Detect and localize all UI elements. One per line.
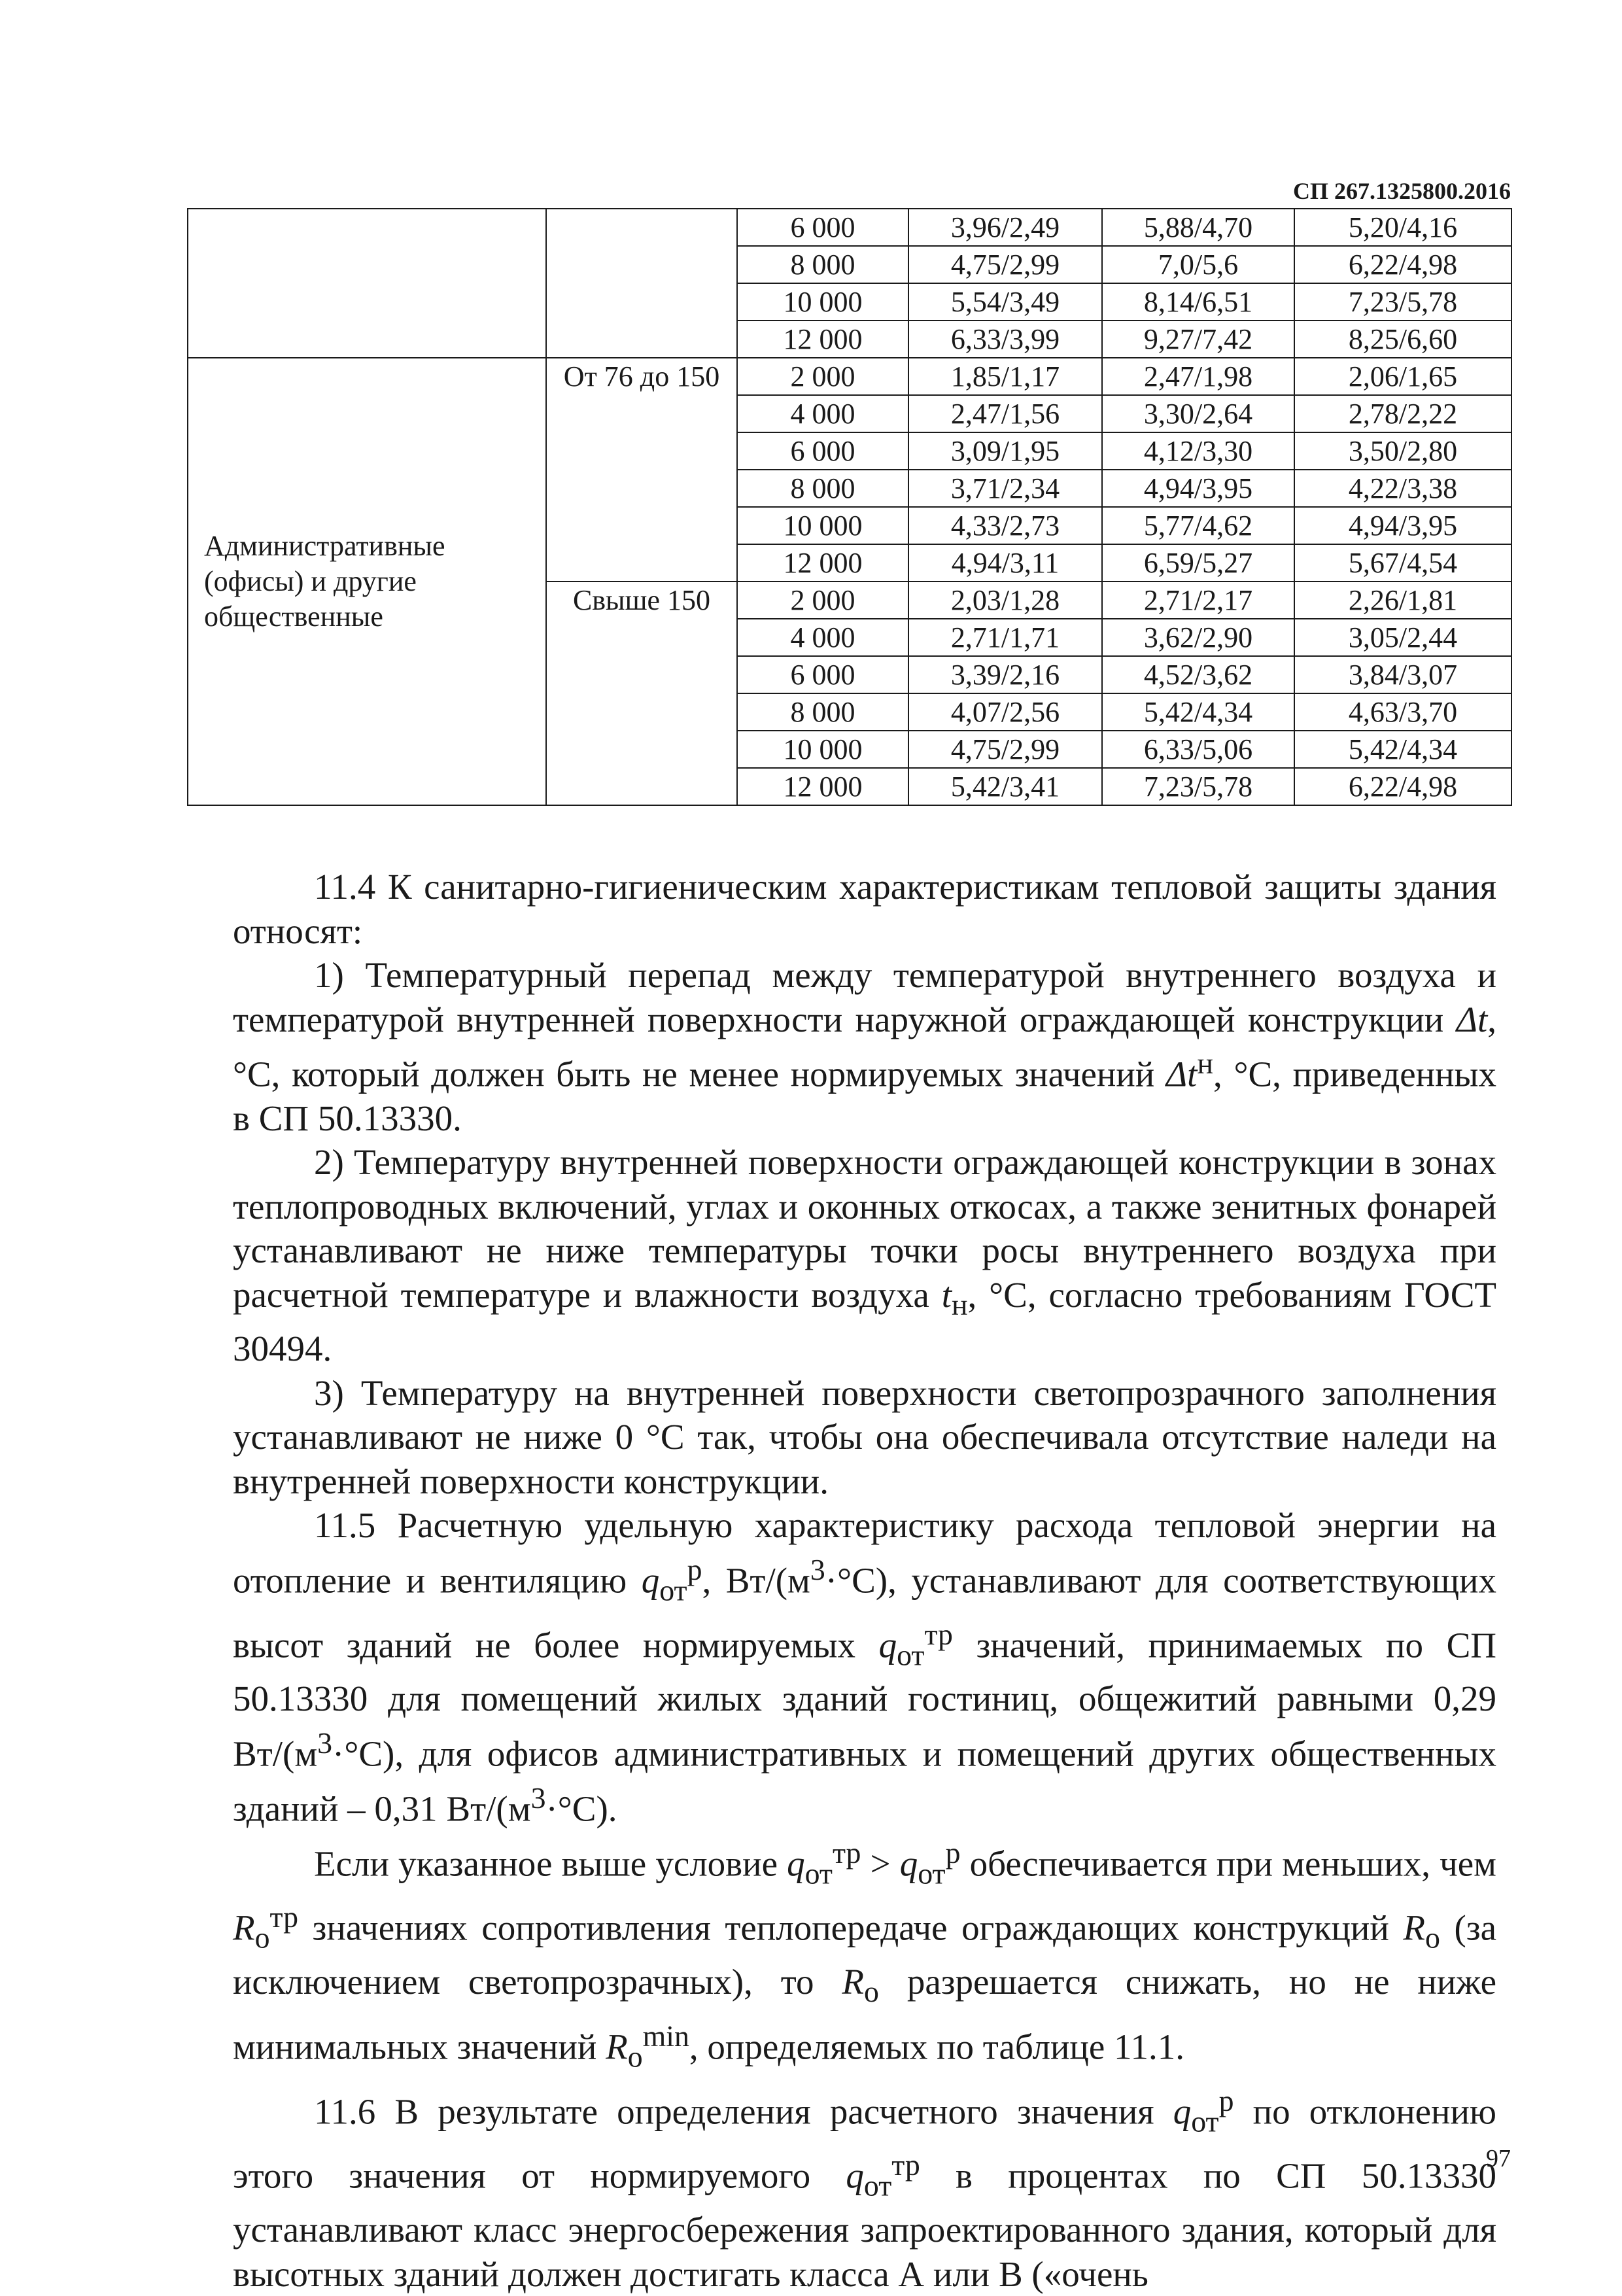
value-cell: 3,96/2,49 (908, 209, 1102, 246)
value-cell: 7,23/5,78 (1294, 283, 1511, 321)
document-code: СП 267.1325800.2016 (1293, 178, 1511, 204)
degree-day-cell: 12 000 (737, 544, 908, 582)
norm-table-body (188, 209, 1511, 805)
degree-day-cell: 6 000 (737, 432, 908, 470)
degree-day-cell: 10 000 (737, 507, 908, 544)
value-cell: 7,23/5,78 (1102, 768, 1294, 805)
paragraph: 1) Температурный перепад между температурой внутреннего воздуха и температурой внутренней поверхности наружной ограждающей конструкции Δt, °С, который должен быть не менее нормируемых значений $\Delta t^н$, °С, приведенных в СП 50.13330. (233, 955, 1496, 1138)
building-type-cell: Административные (офисы) и другие общественные (188, 358, 546, 805)
value-cell: 8,14/6,51 (1102, 283, 1294, 321)
paragraph: Если указанное выше условие $q_{от}^{тр} > q_{от}^р$ обеспечивается при меньших, чем $R_о^{тр}$ значениях сопротивления теплопередаче ограждающих конструкций $R_о$ (за исключением светопрозрачных), то $R_о$ разрешается снижать, но не ниже минимальных значений $R_о^{min}$, определяемых по таблице 11.1. (233, 1835, 1496, 2074)
value-cell: 3,71/2,34 (908, 470, 1102, 507)
value-cell: 7,0/5,6 (1102, 246, 1294, 283)
paragraph: 3) Температуру на внутренней поверхности светопрозрачного заполнения устанавливают не ниже 0 °С так, чтобы она обеспечивала отсутствие наледи на внутренней поверхности конструкции. (233, 1372, 1496, 1501)
norm-table (187, 208, 1512, 806)
value-cell: 4,75/2,99 (908, 246, 1102, 283)
degree-day-cell: 10 000 (737, 283, 908, 321)
degree-day-cell: 6 000 (737, 656, 908, 693)
value-cell: 4,07/2,56 (908, 693, 1102, 731)
value-cell: 2,71/2,17 (1102, 582, 1294, 619)
value-cell: 2,06/1,65 (1294, 358, 1511, 395)
value-cell: 5,67/4,54 (1294, 544, 1511, 582)
value-cell: 2,71/1,71 (908, 619, 1102, 656)
value-cell: 3,62/2,90 (1102, 619, 1294, 656)
height-range-cell: От 76 до 150 (546, 358, 737, 582)
value-cell: 4,52/3,62 (1102, 656, 1294, 693)
body-text (233, 865, 1496, 2296)
paragraph: 11.5 Расчетную удельную характеристику расхода тепловой энергии на отопление и вентиляцию $q_{от}^р$, $Вт/(м^3\cdot^\circ С)$, устанавливают для соответствующих высот зданий не более нормируемых $q_{от}^{тр}$ значений, принимаемых по СП 50.13330 для помещений жилых зданий гостиниц, общежитий равными 0,29 $Вт/(м^3\cdot^\circ С)$, для офисов административных и помещений других общественных зданий – 0,31 $Вт/(м^3\cdot^\circ С)$. (233, 1505, 1496, 1829)
value-cell: 3,05/2,44 (1294, 619, 1511, 656)
building-type-cell-empty (188, 209, 546, 358)
degree-day-cell: 2 000 (737, 358, 908, 395)
value-cell: 6,59/5,27 (1102, 544, 1294, 582)
degree-day-cell: 12 000 (737, 768, 908, 805)
table-row (188, 209, 1511, 246)
value-cell: 4,94/3,95 (1102, 470, 1294, 507)
value-cell: 2,78/2,22 (1294, 395, 1511, 432)
value-cell: 5,77/4,62 (1102, 507, 1294, 544)
paragraph: 2) Температуру внутренней поверхности ограждающей конструкции в зонах теплопроводных включений, углах и оконных откосах, а также зенитных фонарей устанавливают не ниже температуры точки росы внутреннего воздуха при расчетной температуре и влажности воздуха $t_н$, °С, согласно требованиям ГОСТ 30494. (233, 1142, 1496, 1369)
value-cell: 3,39/2,16 (908, 656, 1102, 693)
degree-day-cell: 8 000 (737, 693, 908, 731)
value-cell: 8,25/6,60 (1294, 321, 1511, 358)
value-cell: 4,33/2,73 (908, 507, 1102, 544)
value-cell: 2,47/1,56 (908, 395, 1102, 432)
paragraph: 11.6 В результате определения расчетного значения $q_{от}^р$ по отклонению этого значения от нормируемого $q_{от}^{тр}$ в процентах по СП 50.13330 устанавливают класс энергосбережения запроектированного здания, который для высотных зданий должен достигать класса А или В («очень (233, 2083, 1496, 2294)
degree-day-cell: 4 000 (737, 395, 908, 432)
value-cell: 4,22/3,38 (1294, 470, 1511, 507)
value-cell: 3,30/2,64 (1102, 395, 1294, 432)
degree-day-cell: 6 000 (737, 209, 908, 246)
value-cell: 9,27/7,42 (1102, 321, 1294, 358)
value-cell: 4,75/2,99 (908, 731, 1102, 768)
value-cell: 2,03/1,28 (908, 582, 1102, 619)
degree-day-cell: 10 000 (737, 731, 908, 768)
value-cell: 6,22/4,98 (1294, 768, 1511, 805)
value-cell: 4,63/3,70 (1294, 693, 1511, 731)
value-cell: 6,33/3,99 (908, 321, 1102, 358)
value-cell: 5,42/3,41 (908, 768, 1102, 805)
value-cell: 2,47/1,98 (1102, 358, 1294, 395)
degree-day-cell: 2 000 (737, 582, 908, 619)
value-cell: 6,33/5,06 (1102, 731, 1294, 768)
value-cell: 4,94/3,11 (908, 544, 1102, 582)
value-cell: 5,42/4,34 (1294, 731, 1511, 768)
value-cell: 5,88/4,70 (1102, 209, 1294, 246)
value-cell: 3,50/2,80 (1294, 432, 1511, 470)
degree-day-cell: 12 000 (737, 321, 908, 358)
value-cell: 3,84/3,07 (1294, 656, 1511, 693)
paragraph: 11.4 К санитарно-гигиеническим характеристикам тепловой защиты здания относят: (233, 867, 1496, 951)
value-cell: 5,54/3,49 (908, 283, 1102, 321)
value-cell: 4,12/3,30 (1102, 432, 1294, 470)
table-row (188, 358, 1511, 395)
height-range-cell (546, 209, 737, 358)
value-cell: 5,20/4,16 (1294, 209, 1511, 246)
value-cell: 4,94/3,95 (1294, 507, 1511, 544)
degree-day-cell: 4 000 (737, 619, 908, 656)
value-cell: 2,26/1,81 (1294, 582, 1511, 619)
value-cell: 3,09/1,95 (908, 432, 1102, 470)
degree-day-cell: 8 000 (737, 246, 908, 283)
page-number: 97 (1486, 2145, 1511, 2172)
value-cell: 5,42/4,34 (1102, 693, 1294, 731)
value-cell: 6,22/4,98 (1294, 246, 1511, 283)
height-range-cell: Свыше 150 (546, 582, 737, 805)
degree-day-cell: 8 000 (737, 470, 908, 507)
value-cell: 1,85/1,17 (908, 358, 1102, 395)
